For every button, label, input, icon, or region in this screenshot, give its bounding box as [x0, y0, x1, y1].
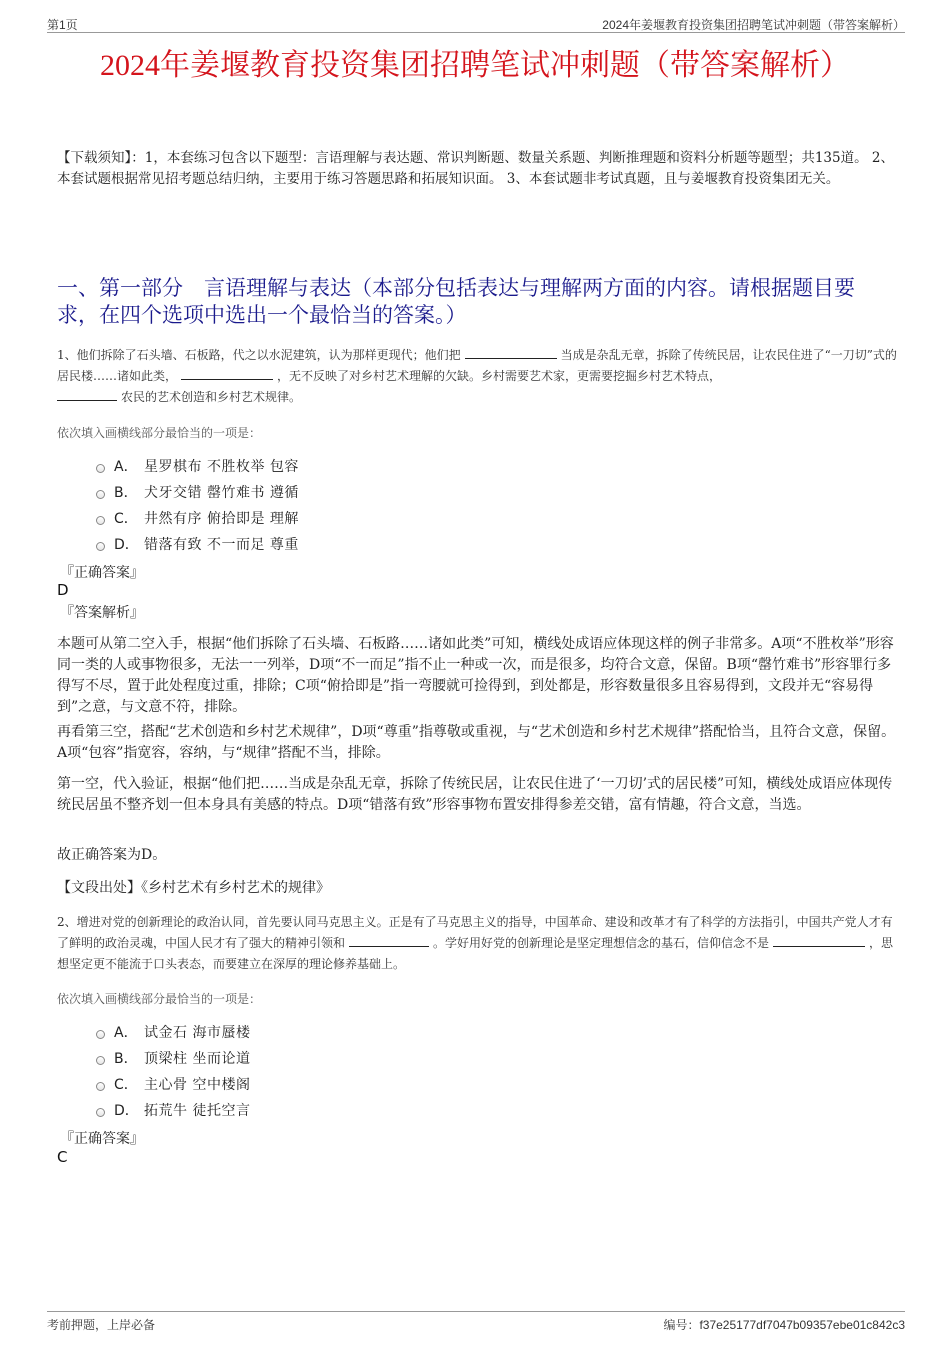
running-title: 2024年姜堰教育投资集团招聘笔试冲刺题（带答案解析） [602, 18, 905, 32]
option-letter: B． [114, 1051, 138, 1067]
option-b[interactable] [96, 479, 299, 505]
option-b[interactable] [96, 1045, 250, 1071]
radio-icon[interactable] [96, 542, 105, 551]
correct-answer: D [57, 581, 69, 599]
page-footer [47, 1311, 905, 1334]
option-a[interactable] [96, 453, 299, 479]
correct-answer-label: 『正确答案』 [60, 565, 144, 581]
footer-slogan: 考前押题，上岸必备 [47, 1318, 156, 1332]
analysis-paragraph-3: 第一空，代入验证，根据“他们把……当成是杂乱无章，拆除了传统民居，让农民住进了‘一刀切’式的居民楼”可知，横线处成语应体现传统民居虽不整齐划一但本身具有美感的特点。D项“错落有致”形容事物布置安排得参差交错，富有情趣，符合文意，当选。 [57, 776, 893, 813]
option-letter: D． [114, 537, 139, 553]
stem-text: 农民的艺术创造和乡村艺术规律。 [121, 390, 302, 404]
page-number: 第1页 [47, 18, 78, 32]
option-letter: C． [114, 1077, 138, 1093]
option-a[interactable] [96, 1019, 250, 1045]
fill-blank [773, 934, 865, 947]
section-heading: 一、第一部分 言语理解与表达（本部分包括表达与理解两方面的内容。请根据题目要求，在四个选项中选出一个最恰当的答案。） [57, 276, 855, 327]
option-letter: A． [114, 1025, 138, 1041]
correct-answer-label: 『正确答案』 [60, 1131, 144, 1147]
option-text: 井然有序 俯拾即是 理解 [144, 511, 299, 527]
stem-text: 2、增进对党的创新理论的政治认同，首先要认同马克思主义。正是有了马克思主义的指导，中国革命、建设和改革才有了科学的方法指引，中国共产党人才有了鲜明的政治灵魂，中国人民才有了强大的精神引领和 [57, 915, 893, 950]
option-letter: C． [114, 511, 138, 527]
question-2-options [96, 1019, 250, 1123]
radio-icon[interactable] [96, 516, 105, 525]
option-d[interactable] [96, 531, 299, 557]
question-1-stem [57, 345, 898, 408]
option-text: 主心骨 空中楼阁 [144, 1077, 251, 1093]
question-1-options [96, 453, 299, 557]
stem-text: ，无不反映了对乡村艺术理解的欠缺。乡村需要艺术家，更需要挖掘乡村艺术特点， [277, 369, 722, 383]
option-text: 错落有致 不一而足 尊重 [144, 537, 299, 553]
stem-text: 1、他们拆除了石头墙、石板路，代之以水泥建筑，认为那样更现代；他们把 [57, 348, 461, 362]
option-letter: D． [114, 1103, 139, 1119]
fill-blank [57, 388, 117, 401]
question-1-prompt: 依次填入画横线部分最恰当的一项是： [57, 426, 262, 440]
analysis-conclusion: 故正确答案为D。 [57, 847, 167, 863]
option-text: 星罗棋布 不胜枚举 包容 [144, 459, 299, 475]
correct-answer: C [57, 1148, 68, 1166]
document-serial: 编号：f37e25177df7047b09357ebe01c842c3 [663, 1318, 905, 1332]
radio-icon[interactable] [96, 1108, 105, 1117]
option-text: 试金石 海市蜃楼 [144, 1025, 251, 1041]
analysis-label: 『答案解析』 [60, 605, 144, 621]
fill-blank [181, 367, 273, 380]
question-2-stem [57, 912, 898, 975]
option-text: 拓荒牛 徒托空言 [144, 1103, 251, 1119]
radio-icon[interactable] [96, 1082, 105, 1091]
option-letter: B． [114, 485, 138, 501]
analysis-paragraph-2: 再看第三空，搭配“艺术创造和乡村艺术规律”，D项“尊重”指尊敬或重视，与“艺术创造和乡村艺术规律”搭配恰当，且符合文意，保留。A项“包容”指宽容，容纳，与“规律”搭配不当，排除。 [57, 724, 896, 761]
question-2-prompt: 依次填入画横线部分最恰当的一项是： [57, 992, 262, 1006]
option-text: 犬牙交错 罄竹难书 遵循 [144, 485, 299, 501]
radio-icon[interactable] [96, 464, 105, 473]
document-title: 2024年姜堰教育投资集团招聘笔试冲刺题（带答案解析） [100, 49, 850, 82]
stem-text: 。学好用好党的创新理论是坚定理想信念的基石，信仰信念不是 [433, 936, 770, 950]
analysis-paragraph-1: 本题可从第二空入手，根据“他们拆除了石头墙、石板路……诸如此类”可知，横线处成语应体现这样的例子非常多。A项“不胜枚举”形容同一类的人或事物很多，无法一一列举，D项“不一而足”指不止一种或一次，而是很多，均符合文意，保留。B项“罄竹难书”形容罪行多得写不尽，置于此处程度过重，排除；C项“俯拾即是”指一弯腰就可捡得到，到处都是，形容数量很多且容易得到，文段并无“容易得到”之意，与文意不符，排除。 [57, 636, 894, 715]
option-letter: A． [114, 459, 138, 475]
passage-source: 【文段出处】《乡村艺术有乡村艺术的规律》 [57, 880, 330, 896]
option-text: 顶梁柱 坐而论道 [144, 1051, 251, 1067]
page-header [47, 14, 905, 33]
fill-blank [465, 346, 557, 359]
stem-text: 当成是杂乱无章，拆除了传统民居，让农民住进了“一刀切”式的居民楼……诸如此类， [57, 348, 897, 383]
radio-icon[interactable] [96, 490, 105, 499]
option-c[interactable] [96, 505, 299, 531]
stem-text: ，思想坚定更不能流于口头表态，而要建立在深厚的理论修养基础上。 [57, 936, 894, 971]
option-c[interactable] [96, 1071, 250, 1097]
radio-icon[interactable] [96, 1030, 105, 1039]
fill-blank [349, 934, 429, 947]
option-d[interactable] [96, 1097, 250, 1123]
download-notice: 【下载须知】：1，本套练习包含以下题型：言语理解与表达题、常识判断题、数量关系题、判断推理题和资料分析题等题型；共135道。 2、本套试题根据常见招考题总结归纳，主要用于练习答题思路和拓展知识面。 3、本套试题非考试真题，且与姜堰教育投资集团无关。 [57, 150, 894, 187]
radio-icon[interactable] [96, 1056, 105, 1065]
